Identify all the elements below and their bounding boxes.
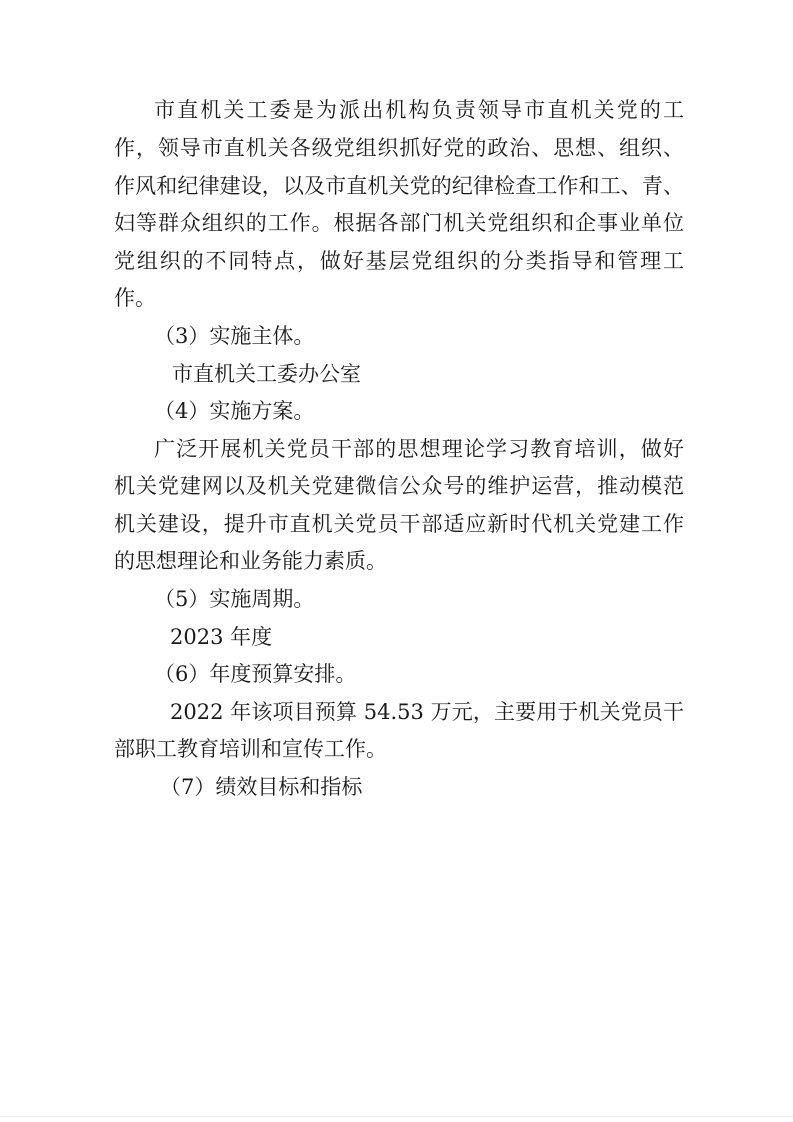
section-6-line-2: 部职工教育培训和宣传工作。 <box>114 737 387 761</box>
page-bottom-divider <box>0 1116 793 1117</box>
section-5-body: 2023 年度 <box>170 625 273 649</box>
paragraph-1-line-2: 作，领导市直机关各级党组织抓好党的政治、思想、组织、 <box>114 136 684 160</box>
paragraph-1-line-6: 作。 <box>114 286 156 310</box>
section-4-heading: （4）实施方案。 <box>154 399 315 423</box>
section-4-line-4: 的思想理论和业务能力素质。 <box>114 549 387 573</box>
paragraph-1-line-1: 市直机关工委是为派出机构负责领导市直机关党的工 <box>154 98 684 122</box>
section-4-line-1: 广泛开展机关党员干部的思想理论学习教育培训，做好 <box>154 437 684 461</box>
section-4-line-3: 机关建设，提升市直机关党员干部适应新时代机关党建工作 <box>114 512 684 536</box>
section-6-line-1: 2022 年该项目预算 54.53 万元，主要用于机关党员干 <box>170 700 684 724</box>
paragraph-1-line-4: 妇等群众组织的工作。根据各部门机关党组织和企事业单位 <box>114 211 684 235</box>
section-3-body: 市直机关工委办公室 <box>172 362 361 386</box>
section-6-heading: （6）年度预算安排。 <box>154 662 357 686</box>
paragraph-1-line-3: 作风和纪律建设，以及市直机关党的纪律检查工作和工、青、 <box>114 174 684 198</box>
section-3-heading: （3）实施主体。 <box>154 324 315 348</box>
section-5-heading: （5）实施周期。 <box>154 587 315 611</box>
section-4-line-2: 机关党建网以及机关党建微信公众号的维护运营，推动模范 <box>114 474 684 498</box>
paragraph-1-line-5: 党组织的不同特点，做好基层党组织的分类指导和管理工 <box>114 249 684 273</box>
section-7-heading: （7）绩效目标和指标 <box>160 775 363 799</box>
